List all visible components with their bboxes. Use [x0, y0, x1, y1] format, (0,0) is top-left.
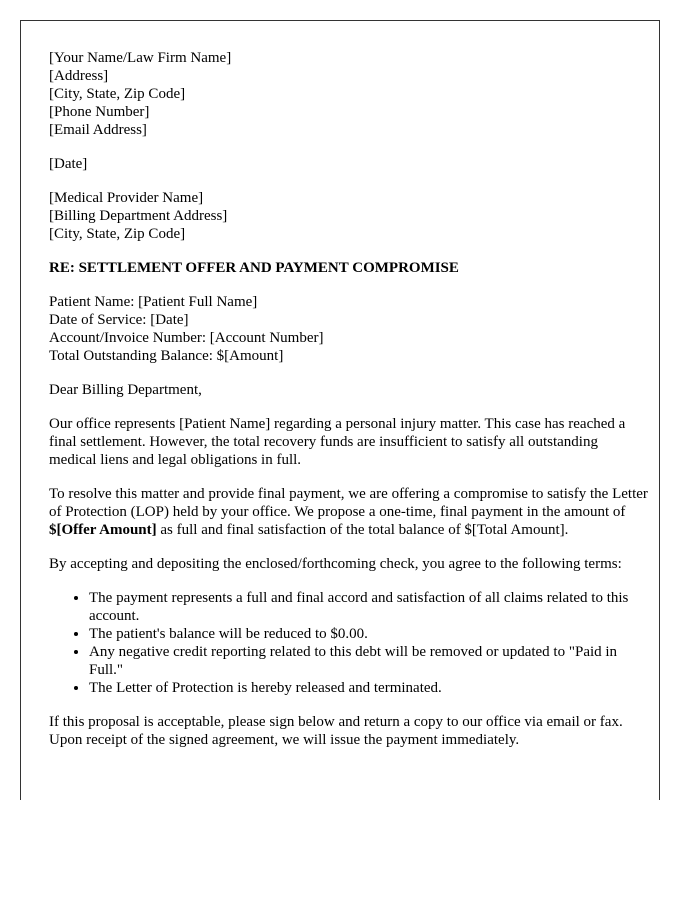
list-item: • The payment represents a full and final accord and satisfaction of all claims related to this account.: [89, 589, 649, 625]
offer-text-after: as full and final satisfaction of the total balance of $[Total Amount].: [156, 522, 569, 538]
sender-city-state-zip: [City, State, Zip Code]: [49, 86, 186, 102]
letter-page: [20, 20, 660, 800]
patient-name-line: Patient Name: [Patient Full Name]: [49, 294, 258, 310]
letter-date: [Date]: [49, 156, 88, 172]
offer-text-before: To resolve this matter and provide final payment, we are offering a compromise to satisfy the Letter of Protection (LOP) held by your office. We propose a one-time, final payment in the amount of: [49, 486, 648, 520]
letter-body: [49, 49, 649, 765]
sender-email: [Email Address]: [49, 122, 147, 138]
paragraph-offer: [49, 485, 649, 539]
subject-line: RE: SETTLEMENT OFFER AND PAYMENT COMPROMISE: [49, 260, 459, 276]
account-number-line: Account/Invoice Number: [Account Number]: [49, 330, 324, 346]
paragraph-closing: If this proposal is acceptable, please sign below and return a copy to our office via email or fax. Upon receipt of the signed agreement, we will issue the payment immediately.: [49, 714, 623, 748]
recipient-block: [49, 189, 649, 243]
sender-address: [Address]: [49, 68, 109, 84]
date-of-service-line: Date of Service: [Date]: [49, 312, 189, 328]
list-item: • The Letter of Protection is hereby released and terminated.: [89, 679, 649, 697]
recipient-name: [Medical Provider Name]: [49, 190, 204, 206]
date-block: [49, 155, 649, 173]
balance-line: Total Outstanding Balance: $[Amount]: [49, 348, 284, 364]
terms-list: [49, 589, 649, 697]
account-info-block: [49, 293, 649, 365]
sender-phone: [Phone Number]: [49, 104, 150, 120]
list-item: • Any negative credit reporting related to this debt will be removed or updated to "Paid in Full.": [89, 643, 649, 679]
recipient-address: [Billing Department Address]: [49, 208, 228, 224]
salutation: Dear Billing Department,: [49, 382, 202, 398]
sender-block: [49, 49, 649, 139]
offer-amount: $[Offer Amount]: [49, 522, 157, 538]
list-item: • The patient's balance will be reduced to $0.00.: [89, 625, 649, 643]
sender-name: [Your Name/Law Firm Name]: [49, 50, 232, 66]
recipient-city-state-zip: [City, State, Zip Code]: [49, 226, 186, 242]
paragraph-representation: Our office represents [Patient Name] regarding a personal injury matter. This case has reached a final settlement. However, the total recovery funds are insufficient to satisfy all outstanding medical liens and legal obligations in full.: [49, 416, 626, 468]
paragraph-terms-intro: By accepting and depositing the enclosed/forthcoming check, you agree to the following terms:: [49, 556, 622, 572]
